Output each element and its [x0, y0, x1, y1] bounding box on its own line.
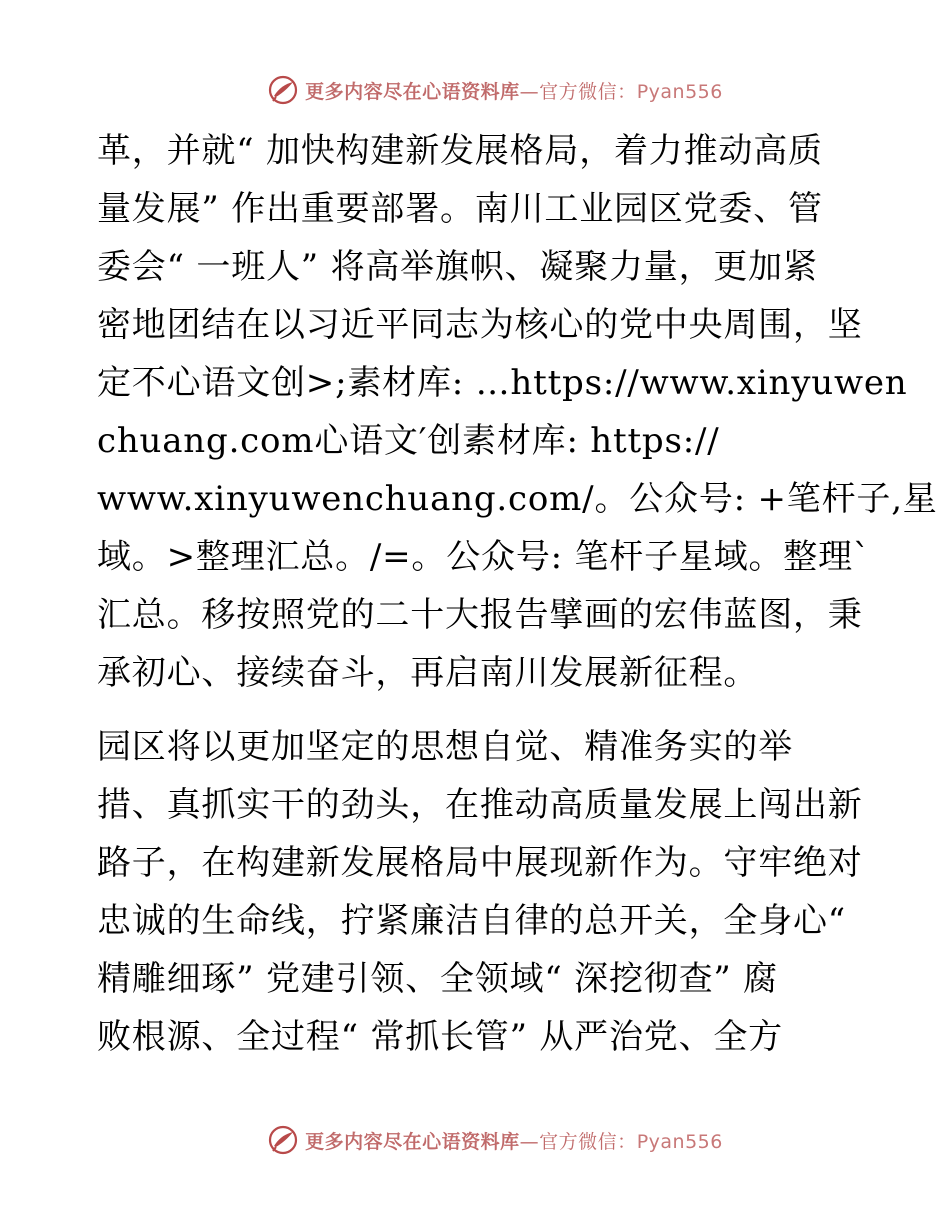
paragraph-2: [97, 718, 863, 1066]
header-wechat-id: Pyan556: [636, 80, 723, 103]
footer-separator: —: [519, 1130, 540, 1153]
paragraph-1: [97, 122, 938, 702]
text-line: 精雕细琢” 党建引领、全领域“ 深挖彻查” 腐: [97, 959, 778, 999]
header-banner: [0, 70, 950, 110]
header-brand: 更多内容尽在心语资料库: [305, 80, 520, 103]
header-banner-inner: [267, 74, 723, 106]
text-line: 园区将以更加坚定的思想自觉、精准务实的举: [97, 727, 793, 767]
footer-banner-text: [305, 1127, 723, 1154]
text-line: 路子，在构建新发展格局中展现新作为。守牢绝对: [97, 843, 863, 883]
text-line: 定不心语文创>;素材库: …https://www.xinyuwen: [97, 363, 908, 403]
text-line: chuang.com心语文′创素材库: https://: [97, 421, 720, 461]
footer-wechat-id: Pyan556: [636, 1130, 723, 1153]
pen-logo-icon: [267, 74, 299, 106]
header-banner-text: [305, 77, 723, 104]
footer-official-label: 官方微信：: [539, 1130, 637, 1153]
text-line: 委会“ 一班人” 将高举旗帜、凝聚力量，更加紧: [97, 247, 818, 287]
header-official-label: 官方微信：: [539, 80, 637, 103]
text-line: 革，并就“ 加快构建新发展格局，着力推动高质: [97, 131, 823, 171]
text-line: 密地团结在以习近平同志为核心的党中央周围，坚: [97, 305, 863, 345]
pen-logo-icon: [267, 1124, 299, 1156]
text-line: 忠诚的生命线，拧紧廉洁自律的总开关，全身心“: [97, 901, 846, 941]
header-separator: —: [519, 80, 540, 103]
footer-banner-inner: [267, 1124, 723, 1156]
document-body: [97, 122, 938, 1066]
footer-brand: 更多内容尽在心语资料库: [305, 1130, 520, 1153]
text-line: 措、真抓实干的劲头，在推动高质量发展上闯出新: [97, 785, 863, 825]
text-line: 域。>整理汇总。/=。公众号: 笔杆子星域。整理`: [97, 537, 871, 577]
text-line: 败根源、全过程“ 常抓长管” 从严治党、全方: [97, 1017, 783, 1057]
text-line: 承初心、接续奋斗，再启南川发展新征程。: [97, 653, 759, 693]
footer-banner: [0, 1120, 950, 1160]
text-line: www.xinyuwenchuang.com/。公众号: +笔杆子,星: [97, 479, 938, 519]
text-line: 量发展” 作出重要部署。南川工业园区党委、管: [97, 189, 823, 229]
text-line: 汇总。移按照党的二十大报告擘画的宏伟蓝图，秉: [97, 595, 863, 635]
